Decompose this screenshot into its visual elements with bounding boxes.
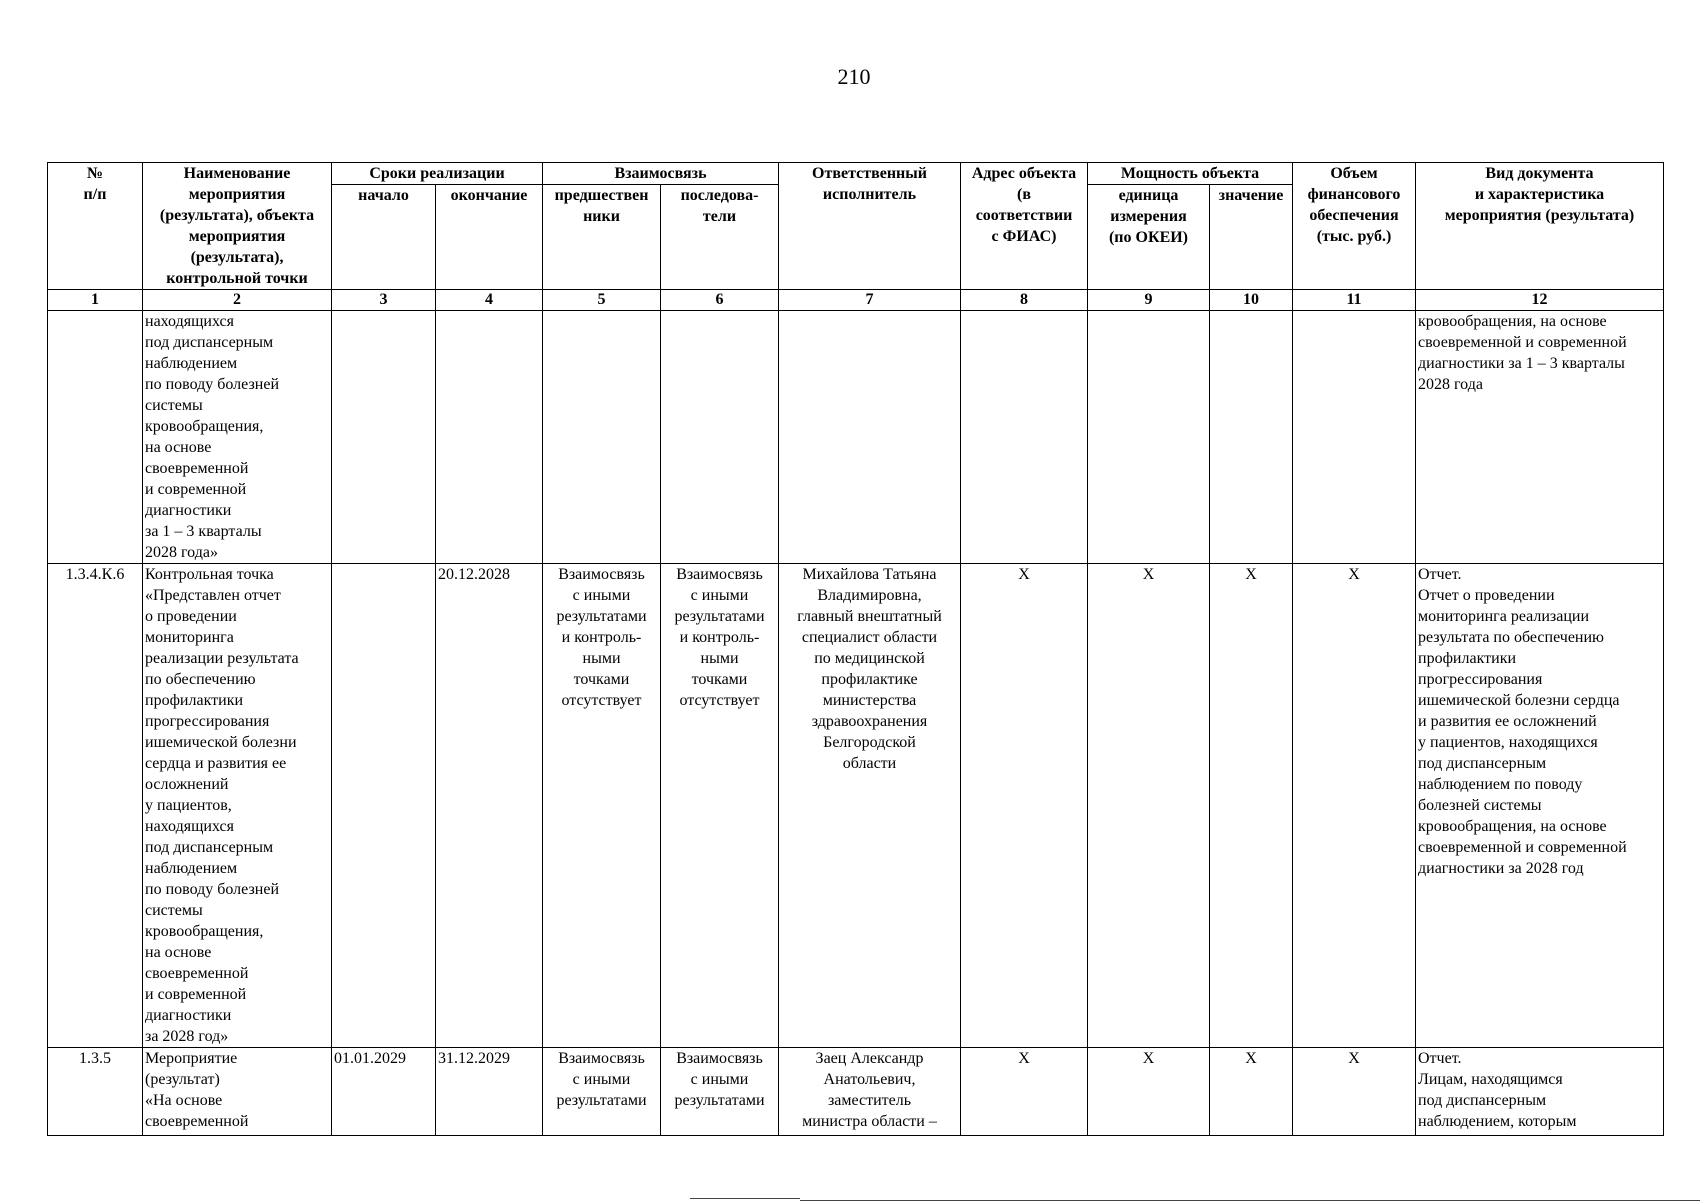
header-unit: единица измерения (по ОКЕИ) xyxy=(1088,185,1210,290)
header-predecessors: предшествен ники xyxy=(543,185,661,290)
cell-value: X xyxy=(1210,1048,1293,1136)
header-address: Адрес объекта (в соответствии с ФИАС) xyxy=(961,163,1088,290)
table-row xyxy=(48,564,1664,1048)
cell-document: Отчет. Лицам, находящимся под диспансерным наблюдением, которым xyxy=(1416,1048,1664,1136)
cell-document: кровообращения, на основе своевременной и современной диагностики за 1 – 3 кварталы 2028 года xyxy=(1416,311,1664,564)
column-number: 8 xyxy=(961,290,1088,311)
cell-successors: Взаимосвязь с иными результатами xyxy=(661,1048,779,1136)
cell-address xyxy=(961,311,1088,564)
header-number: № п/п xyxy=(48,163,143,290)
header-successors: последова- тели xyxy=(661,185,779,290)
cell-successors: Взаимосвязь с иными результатами и контроль- ными точками отсутствует xyxy=(661,564,779,1048)
column-number: 9 xyxy=(1088,290,1210,311)
column-number: 6 xyxy=(661,290,779,311)
table-row xyxy=(48,311,1664,564)
column-number: 11 xyxy=(1293,290,1416,311)
cell-end: 31.12.2029 xyxy=(436,1048,543,1136)
cell-end: 20.12.2028 xyxy=(436,564,543,1048)
cell-unit xyxy=(1088,311,1210,564)
cell-funding: X xyxy=(1293,564,1416,1048)
cell-value: X xyxy=(1210,564,1293,1048)
header-funding: Объем финансового обеспечения (тыс. руб.) xyxy=(1293,163,1416,290)
column-number: 7 xyxy=(779,290,961,311)
column-number: 5 xyxy=(543,290,661,311)
column-number: 3 xyxy=(332,290,436,311)
cell-funding xyxy=(1293,311,1416,564)
table-row xyxy=(48,1048,1664,1136)
cell-end xyxy=(436,311,543,564)
header-document: Вид документа и характеристика мероприятия (результата) xyxy=(1416,163,1664,290)
header-start: начало xyxy=(332,185,436,290)
cell-name: находящихся под диспансерным наблюдением по поводу болезней системы кровообращения, на основе своевременной и современной диагностики за 1 – 3 кварталы 2028 года» xyxy=(143,311,332,564)
cell-name: Мероприятие (результат) «На основе своевременной xyxy=(143,1048,332,1136)
cell-value xyxy=(1210,311,1293,564)
column-number: 12 xyxy=(1416,290,1664,311)
header-group-capacity: Мощность объекта xyxy=(1088,163,1293,185)
cell-unit: X xyxy=(1088,564,1210,1048)
header-end: окончание xyxy=(436,185,543,290)
header-group-dates: Сроки реализации xyxy=(332,163,543,185)
plan-table xyxy=(47,162,1664,1136)
cell-document: Отчет. Отчет о проведении мониторинга реализации результата по обеспечению профилактики прогрессирования ишемической болезни сердца и развития ее осложнений у пациентов, находящихся под диспансерным наблюдением по поводу болезней системы кровообращения, на основе своевременной и современной диагностики за 2028 год xyxy=(1416,564,1664,1048)
cell-name: Контрольная точка «Представлен отчет о проведении мониторинга реализации результата по обеспечению профилактики прогрессирования ишемической болезни сердца и развития ее осложнений у пациентов, находящихся под диспансерным наблюдением по поводу болезней системы кровообращения, на основе своевременной и современной диагностики за 2028 год» xyxy=(143,564,332,1048)
cell-address: X xyxy=(961,564,1088,1048)
cell-responsible xyxy=(779,311,961,564)
cell-number: 1.3.4.К.6 xyxy=(48,564,143,1048)
header-group-links: Взаимосвязь xyxy=(543,163,779,185)
cell-responsible: Михайлова Татьяна Владимировна, главный внештатный специалист области по медицинской профилактике министерства здравоохранения Белгородской области xyxy=(779,564,961,1048)
cell-funding: X xyxy=(1293,1048,1416,1136)
cell-number xyxy=(48,311,143,564)
cell-responsible: Заец Александр Анатольевич, заместитель министра области – xyxy=(779,1048,961,1136)
cell-successors xyxy=(661,311,779,564)
header-responsible: Ответственный исполнитель xyxy=(779,163,961,290)
column-number: 2 xyxy=(143,290,332,311)
column-number: 1 xyxy=(48,290,143,311)
cell-predecessors: Взаимосвязь с иными результатами и контроль- ными точками отсутствует xyxy=(543,564,661,1048)
cell-start xyxy=(332,311,436,564)
column-number: 4 xyxy=(436,290,543,311)
cell-address: X xyxy=(961,1048,1088,1136)
cell-unit: X xyxy=(1088,1048,1210,1136)
page-number: 210 xyxy=(837,64,871,89)
cell-number: 1.3.5 xyxy=(48,1048,143,1136)
cell-start xyxy=(332,564,436,1048)
column-number: 10 xyxy=(1210,290,1293,311)
scan-artifact-line xyxy=(690,1198,800,1199)
cell-predecessors: Взаимосвязь с иными результатами xyxy=(543,1048,661,1136)
cell-predecessors xyxy=(543,311,661,564)
cell-start: 01.01.2029 xyxy=(332,1048,436,1136)
header-name: Наименование мероприятия (результата), объекта мероприятия (результата), контрольной точки xyxy=(143,163,332,290)
header-value: значение xyxy=(1210,185,1293,290)
